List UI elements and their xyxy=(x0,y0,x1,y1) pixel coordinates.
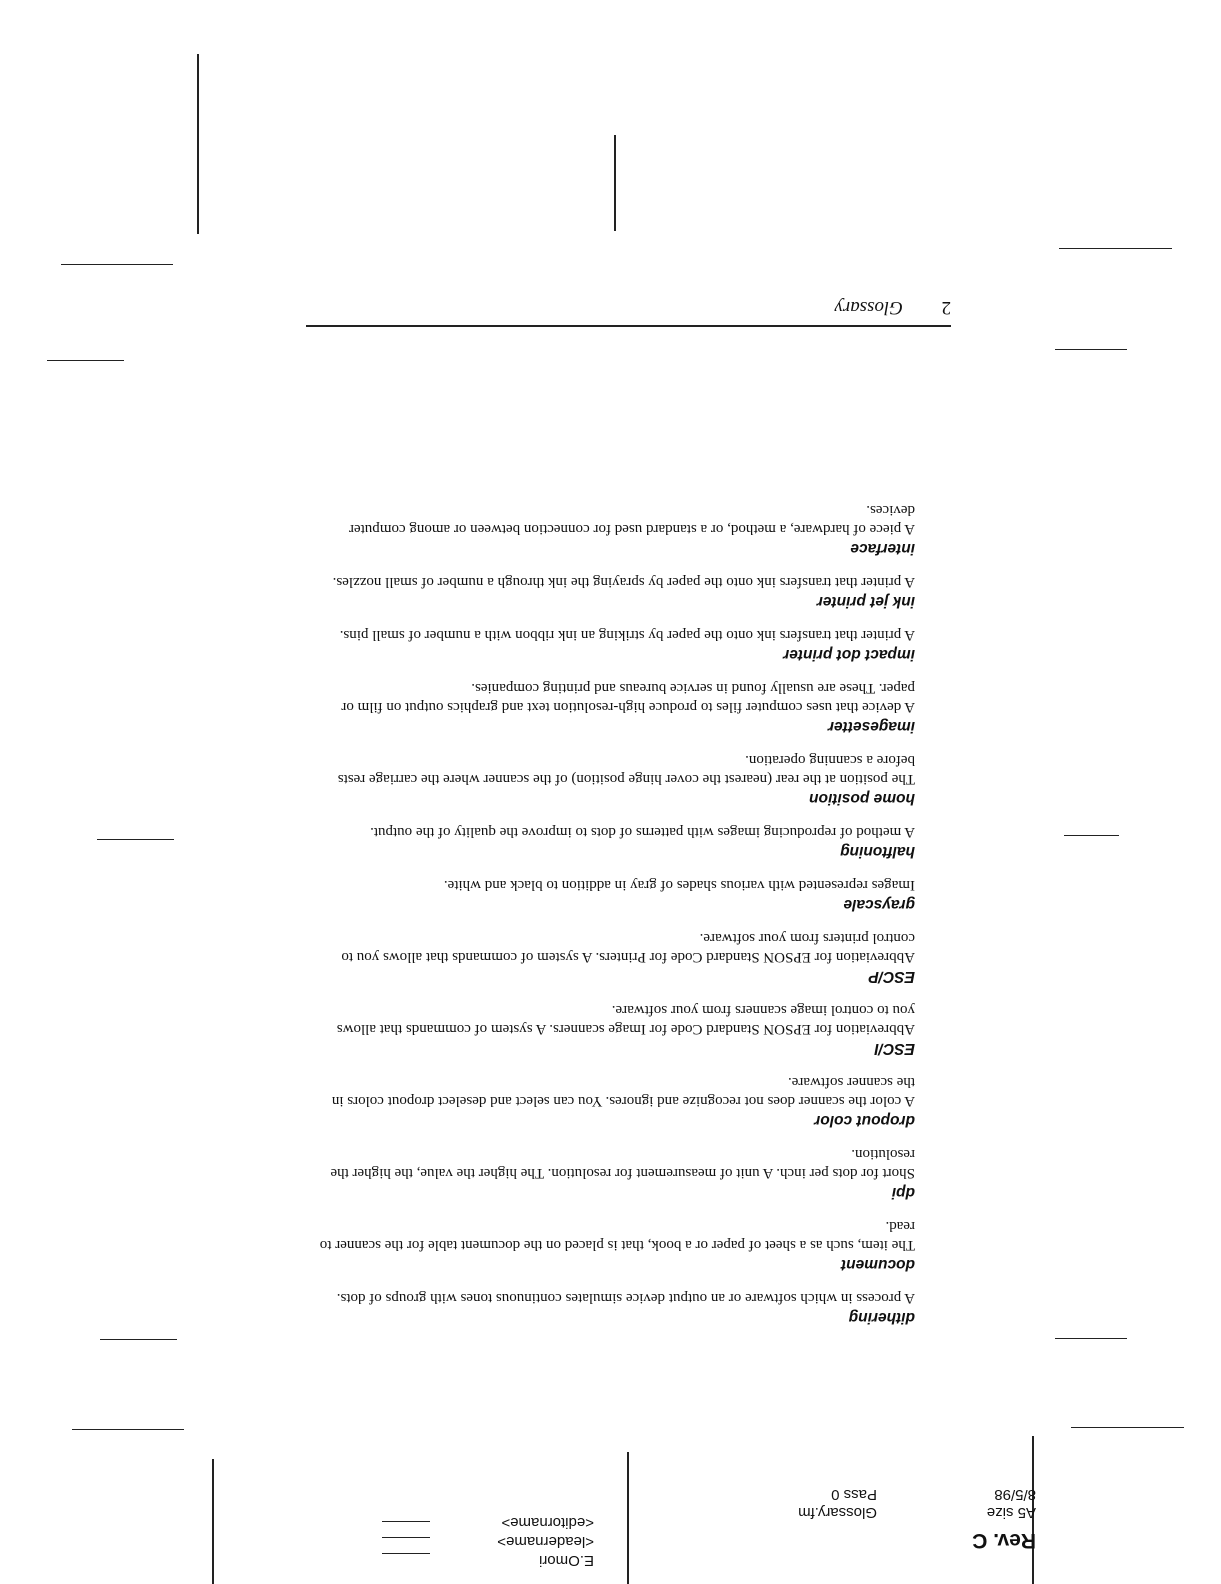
crop-mark xyxy=(614,135,616,231)
footer-author: E.Omori xyxy=(538,1552,594,1569)
crop-mark xyxy=(100,1339,177,1340)
crop-mark xyxy=(1055,349,1127,350)
glossary-definition: A printer that transfers ink onto the paper by spraying the ink through a number of small nozzles. xyxy=(332,574,915,590)
glossary-term: dropout color xyxy=(814,1112,915,1129)
glossary-entry xyxy=(315,1000,915,1058)
glossary-term: home position xyxy=(809,790,915,807)
crop-mark xyxy=(212,1459,214,1584)
glossary-term: imagesetter xyxy=(827,718,915,735)
glossary-term: ESC/P xyxy=(868,968,915,985)
page-number: 2 xyxy=(941,297,951,318)
crop-mark xyxy=(197,54,199,234)
glossary-term: grayscale xyxy=(843,896,915,913)
glossary-term: dithering xyxy=(848,1309,915,1326)
glossary-term: ESC/I xyxy=(874,1040,915,1057)
glossary-term: impact dot printer xyxy=(783,646,915,663)
crop-mark xyxy=(1071,1427,1184,1428)
crop-mark xyxy=(72,1429,184,1430)
glossary-entry xyxy=(315,1072,915,1130)
footer-size: A5 size xyxy=(986,1504,1036,1521)
glossary-term: ink jet printer xyxy=(816,593,915,610)
crop-mark xyxy=(382,1537,430,1538)
crop-mark xyxy=(382,1521,430,1522)
footer-file: Glossary.fm xyxy=(798,1504,877,1521)
glossary-entry xyxy=(315,678,915,736)
glossary-term: halftoning xyxy=(840,843,915,860)
footer-pass: Pass 0 xyxy=(831,1486,877,1503)
glossary-entry xyxy=(315,1288,915,1327)
page-title: Glossary xyxy=(834,297,903,318)
glossary-entry xyxy=(315,572,915,611)
crop-mark xyxy=(1064,835,1119,836)
glossary-entry xyxy=(315,928,915,986)
crop-mark xyxy=(627,1452,629,1584)
crop-mark xyxy=(382,1553,430,1554)
glossary-entry xyxy=(315,1216,915,1274)
glossary-definition: A process in which software or an output device simulates continuous tones with groups of dots. xyxy=(336,1290,915,1306)
header-rule xyxy=(306,325,951,327)
glossary-definition: The position at the rear (nearest the cover hinge position) of the scanner where the carriage rests before a scanning operation. xyxy=(337,752,915,787)
glossary-term: document xyxy=(840,1256,915,1273)
glossary-definition: Abbreviation for EPSON Standard Code for Printers. A system of commands that allows you to control printers from your software. xyxy=(341,930,915,965)
glossary-entry xyxy=(315,750,915,808)
glossary-definition: A piece of hardware, a method, or a standard used for connection between or among computer devices. xyxy=(348,502,915,537)
glossary-definition: The item, such as a sheet of paper or a book, that is placed on the document table for the scanner to read. xyxy=(319,1218,915,1253)
crop-mark xyxy=(1055,1338,1127,1339)
glossary-list xyxy=(315,486,915,1327)
glossary-definition: Short for dots per inch. A unit of measurement for resolution. The higher the value, the higher the resolution. xyxy=(330,1146,915,1181)
glossary-definition: A printer that transfers ink onto the paper by striking an ink ribbon with a number of small pins. xyxy=(339,627,915,643)
crop-mark xyxy=(61,264,173,265)
crop-mark xyxy=(47,360,124,361)
glossary-definition: Images represented with various shades of gray in addition to black and white. xyxy=(443,877,915,893)
crop-mark xyxy=(97,839,174,840)
glossary-entry xyxy=(315,875,915,914)
glossary-entry xyxy=(315,625,915,664)
glossary-entry xyxy=(315,500,915,558)
glossary-entry xyxy=(315,822,915,861)
footer-date: 8/5/98 xyxy=(994,1486,1036,1503)
glossary-definition: A device that uses computer files to produce high-resolution text and graphics output on film or paper. These are usually found in service bureaus and printing companies. xyxy=(341,680,915,715)
footer-editor: <editorname> xyxy=(501,1514,594,1531)
glossary-entry xyxy=(315,1144,915,1202)
glossary-term: dpi xyxy=(891,1184,915,1201)
glossary-definition: Abbreviation for EPSON Standard Code for Image scanners. A system of commands that allows you to control image scanners from your software. xyxy=(336,1002,915,1037)
crop-mark xyxy=(1059,248,1172,249)
glossary-definition: A color the scanner does not recognize and ignores. You can select and deselect dropout colors in the scanner software. xyxy=(331,1074,915,1109)
footer-rev: Rev. C xyxy=(972,1529,1036,1552)
glossary-definition: A method of reproducing images with patterns of dots to improve the quality of the output. xyxy=(370,824,915,840)
footer-leader: <leadername> xyxy=(497,1533,594,1550)
glossary-term: interface xyxy=(850,540,915,557)
